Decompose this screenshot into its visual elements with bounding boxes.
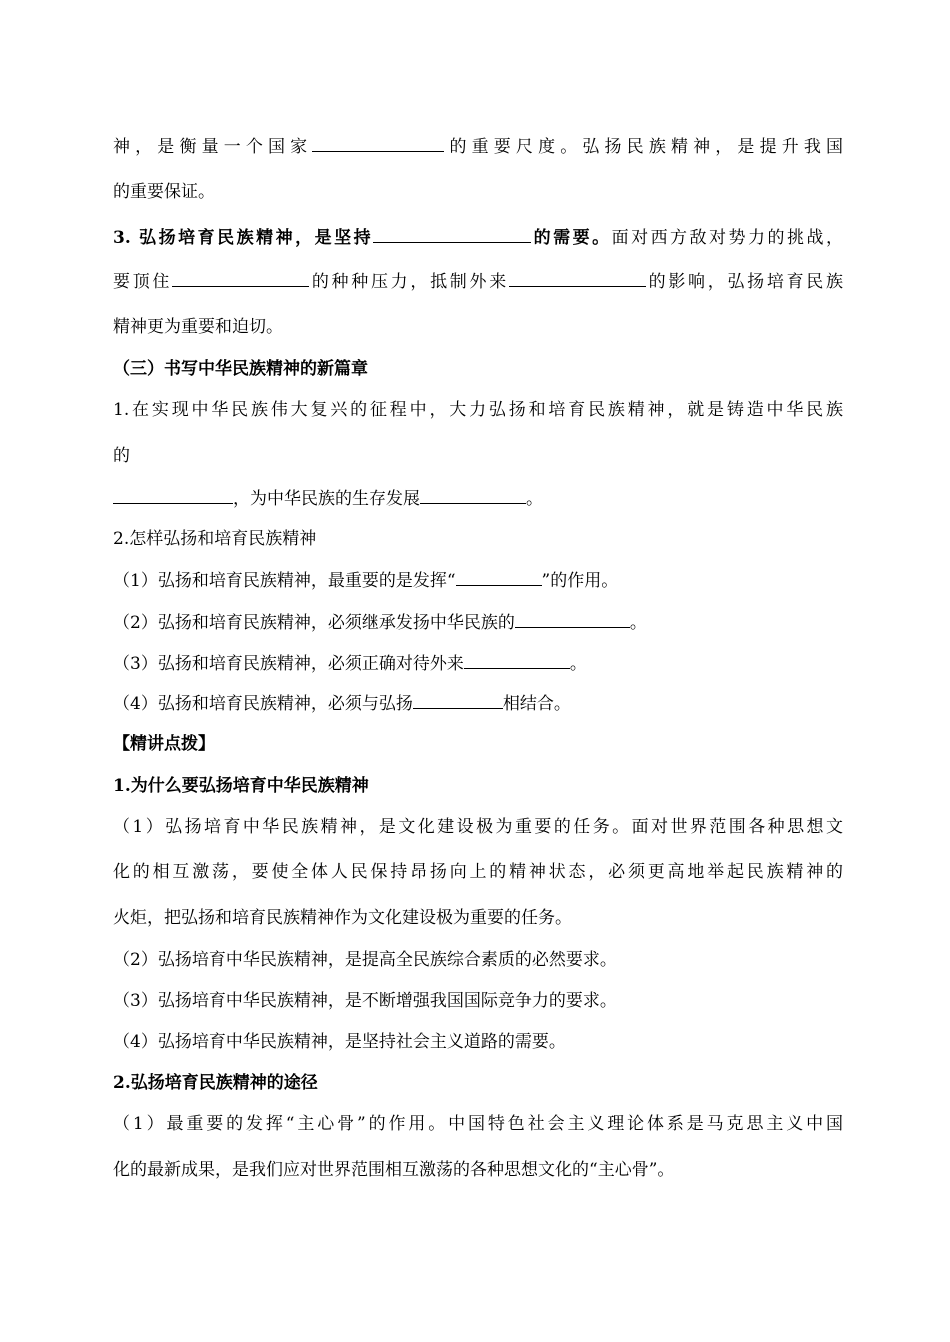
text-span: 。 <box>569 654 587 674</box>
text-span: 。 <box>629 613 647 633</box>
fill-blank[interactable] <box>312 135 444 152</box>
text-span: ”的作用。 <box>541 571 619 591</box>
section-heading: （三）书写中华民族精神的新篇章 <box>113 359 368 379</box>
text-line <box>113 226 843 248</box>
text-span: 的种种压力，抵制外来 <box>309 272 509 292</box>
text-span: 面对西方敌对势力的挑战， <box>611 228 844 248</box>
sub-heading: 2.弘扬培育民族精神的途径 <box>113 1073 318 1093</box>
fill-blank[interactable] <box>172 270 309 287</box>
fill-blank[interactable] <box>464 652 570 669</box>
text-line: 化的最新成果，是我们应对世界范围相互激荡的各种思想文化的“主心骨”。 <box>113 1160 675 1180</box>
list-item: （3）弘扬培育中华民族精神，是不断增强我国国际竞争力的要求。 <box>113 991 617 1011</box>
text-line: 精神更为重要和迫切。 <box>113 317 283 337</box>
text-line: 的重要保证。 <box>113 182 215 202</box>
text-span: 。 <box>526 489 543 509</box>
section-heading: 【精讲点拨】 <box>113 734 215 754</box>
list-item <box>113 692 843 714</box>
text-span: 相结合。 <box>502 694 571 714</box>
list-item: （2）弘扬培育中华民族精神，是提高全民族综合素质的必然要求。 <box>113 950 617 970</box>
list-item: （4）弘扬培育中华民族精神，是坚持社会主义道路的需要。 <box>113 1032 566 1052</box>
text-span: （4）弘扬和培育民族精神，必须与弘扬 <box>113 694 413 714</box>
text-line <box>113 270 843 292</box>
text-span: （1）弘扬和培育民族精神，最重要的是发挥“ <box>113 571 456 591</box>
list-item <box>113 569 843 591</box>
fill-blank[interactable] <box>515 611 630 628</box>
text-line: 1.在实现中华民族伟大复兴的征程中，大力弘扬和培育民族精神，就是铸造中华民族 <box>113 400 843 420</box>
bold-text: 的需要。 <box>531 228 612 248</box>
text-span: ，为中华民族的生存发展 <box>233 489 420 509</box>
text-span: 神，是衡量一个国家 <box>113 137 313 157</box>
fill-blank[interactable] <box>420 487 526 504</box>
fill-blank[interactable] <box>509 270 646 287</box>
text-line: 火炬，把弘扬和培育民族精神作为文化建设极为重要的任务。 <box>113 908 572 928</box>
text-span: （2）弘扬和培育民族精神，必须继承发扬中华民族的 <box>113 613 515 633</box>
bold-text: 3. 弘扬培育民族精神，是坚持 <box>113 228 374 248</box>
text-span: （3）弘扬和培育民族精神，必须正确对待外来 <box>113 654 464 674</box>
text-span: 要顶住 <box>113 272 173 292</box>
text-line <box>113 135 843 157</box>
list-item <box>113 652 843 674</box>
text-span: 的重要尺度。弘扬民族精神，是提升我国 <box>444 137 844 157</box>
list-item <box>113 611 843 633</box>
fill-blank[interactable] <box>456 569 542 586</box>
text-line: 化的相互激荡，要使全体人民保持昂扬向上的精神状态，必须更高地举起民族精神的 <box>113 862 843 882</box>
sub-heading: 1.为什么要弘扬培育中华民族精神 <box>113 776 369 796</box>
text-line: 的 <box>113 446 130 466</box>
fill-blank[interactable] <box>113 487 233 504</box>
text-span: 的影响，弘扬培育民族 <box>645 272 844 292</box>
text-line: 2.怎样弘扬和培育民族精神 <box>113 529 317 549</box>
fill-blank[interactable] <box>413 692 503 709</box>
text-line <box>113 487 843 509</box>
fill-blank[interactable] <box>373 226 531 243</box>
text-line: （1）最重要的发挥“主心骨”的作用。中国特色社会主义理论体系是马克思主义中国 <box>113 1114 843 1134</box>
text-line: （1）弘扬培育中华民族精神，是文化建设极为重要的任务。面对世界范围各种思想文 <box>113 817 843 837</box>
